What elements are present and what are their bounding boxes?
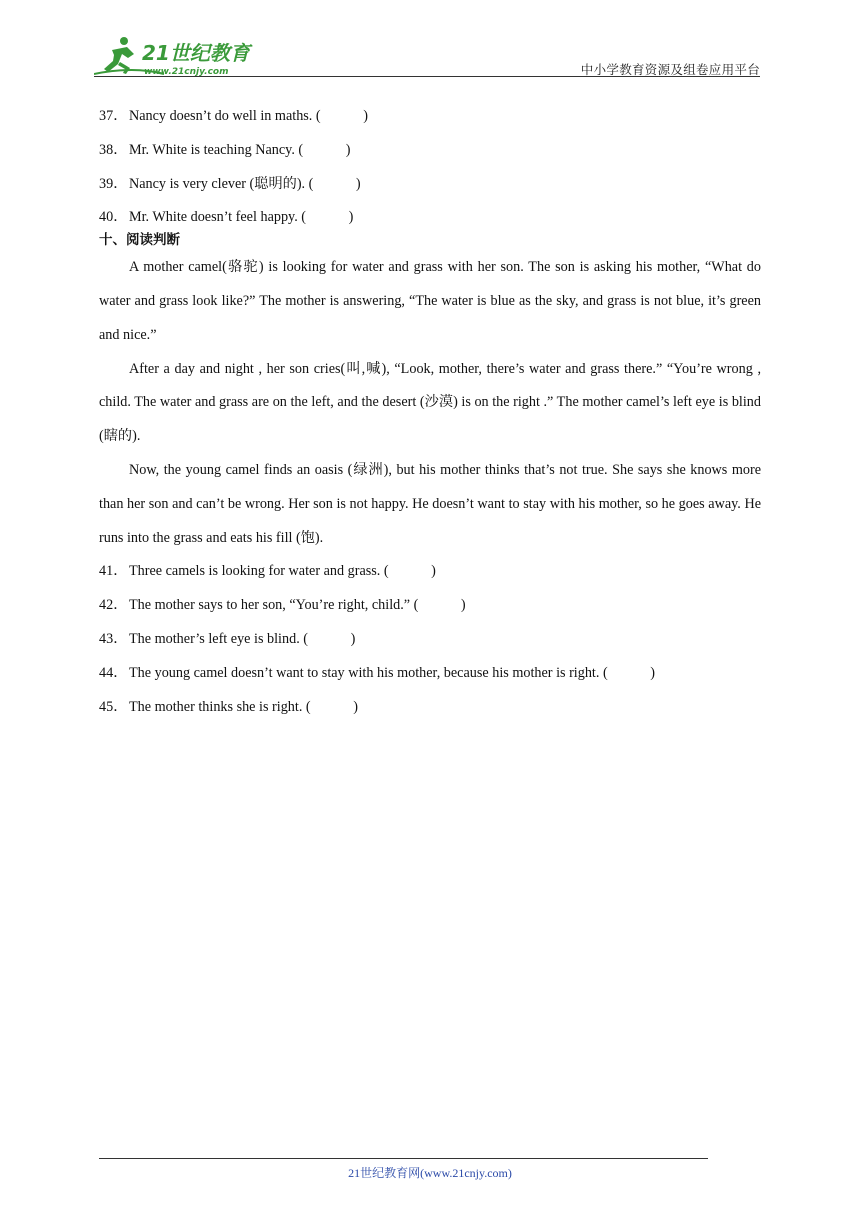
section-title: 十、阅读判断: [99, 232, 180, 249]
footer-link[interactable]: 21世纪教育网(www.21cnjy.com): [348, 1166, 512, 1180]
reading-paragraph: A mother camel(骆驼) is looking for water and grass with her son. The son is asking his mother, “What do water and grass look like?” The mother is answering, “The water is blue as the sky, and grass is not blue, it’s green and nice.”: [99, 259, 761, 343]
site-logo: [94, 34, 264, 78]
reading-paragraph: Now, the young camel finds an oasis (绿洲), but his mother thinks that’s not true. She says she knows more than her son and can’t be wrong. Her son is not happy. He doesn’t want to stay with his mother, so he goes away. He runs into the grass and eats his fill (饱).: [99, 461, 761, 546]
question-39: 39． Nancy is very clever (聪明的). ( ): [99, 175, 361, 192]
question-44: 44． The young camel doesn’t want to stay with his mother, because his mother is right. ( ): [99, 664, 655, 681]
header-divider: [94, 76, 760, 77]
page-header: [94, 30, 760, 78]
question-41: 41． Three camels is looking for water and grass. ( ): [99, 563, 436, 580]
question-38: 38． Mr. White is teaching Nancy. ( ): [99, 141, 351, 158]
question-42: 42． The mother says to her son, “You’re right, child.” ( ): [99, 597, 466, 614]
reading-paragraph: After a day and night , her son cries(叫,喊), “Look, mother, there’s water and grass there.” “You’re wrong , child. The water and grass are on the left, and the desert (沙漠) is on the right .” The mother camel’s left eye is blind (瞎的).: [99, 360, 761, 445]
document-body: [99, 100, 761, 724]
platform-name: 中小学教育资源及组卷应用平台: [580, 62, 760, 77]
footer-divider: [99, 1158, 708, 1159]
question-40: 40． Mr. White doesn’t feel happy. ( ): [99, 209, 354, 226]
question-43: 43． The mother’s left eye is blind. ( ): [99, 630, 356, 647]
svg-text:21世纪教育: 21世纪教育: [142, 41, 250, 65]
svg-text:www.21cnjy.com: www.21cnjy.com: [144, 67, 229, 77]
question-45: 45． The mother thinks she is right. ( ): [99, 698, 358, 715]
question-37: 37． Nancy doesn’t do well in maths. ( ): [99, 108, 368, 124]
